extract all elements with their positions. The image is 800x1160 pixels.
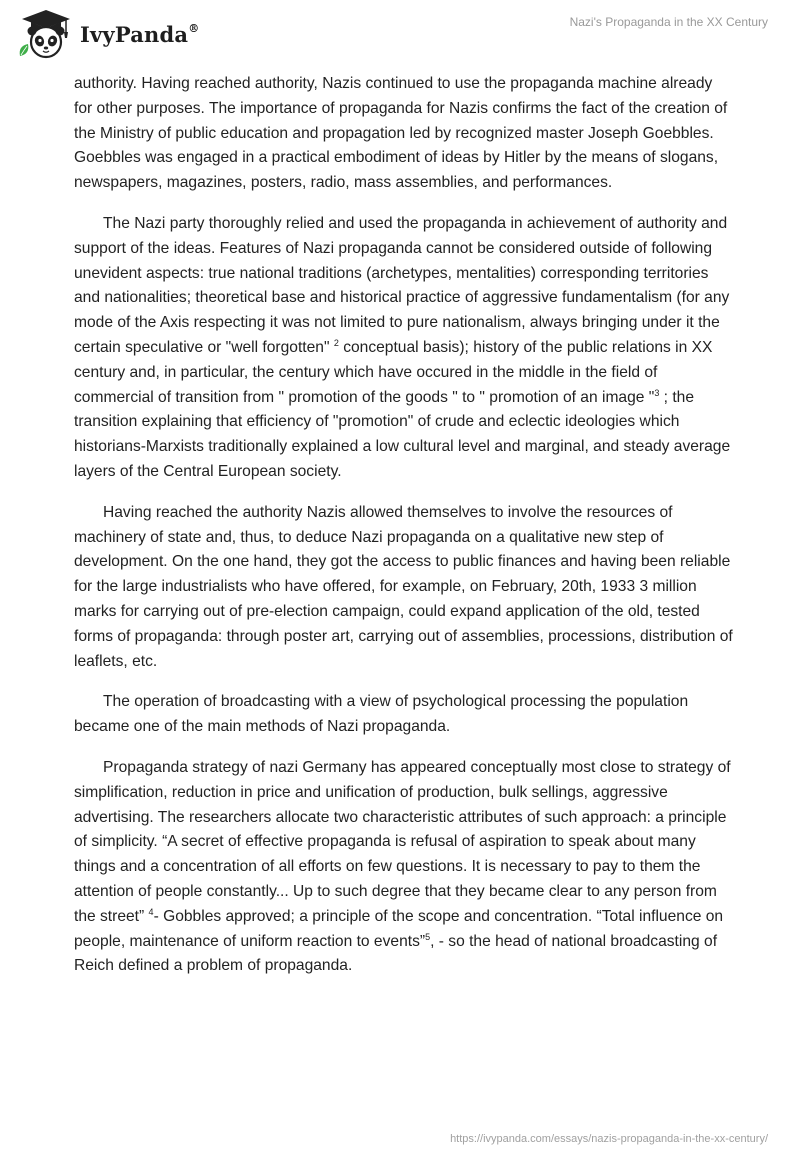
brand-logo[interactable] <box>16 8 199 60</box>
essay-paragraph <box>74 501 734 675</box>
paragraph-text: ; the transition explaining that efficiency of "promotion" of crude and eclectic ideologies which historians-Marxists traditionally explained a low cultural level and marginal, and steady average layers of the Central European society. <box>74 388 731 480</box>
essay-paragraph <box>74 72 734 196</box>
paragraph-text: The Nazi party thoroughly relied and used the propaganda in achievement of authority and support of the ideas. Features of Nazi propaganda cannot be considered outside of following unevident aspects: true national traditions (archetypes, mentalities) corresponding territories and nationalities; theoretical base and historical practice of aggressive fundamentalism (for any mode of the Axis respecting it was not limited to pure nationalism, always bringing under it the certain speculative or "well forgotten" <box>74 214 730 356</box>
paragraph-text: , - so the head of national broadcasting of Reich defined a problem of propaganda. <box>74 932 718 975</box>
paragraph-text: authority. Having reached authority, Nazis continued to use the propaganda machine already for other purposes. The importance of propaganda for Nazis confirms the fact of the creation of the Ministry of public education and propagation led by recognized master Joseph Goebbles. Goebbles was engaged in a practical embodiment of ideas by Hitler by the means of slogans, newspapers, magazines, posters, radio, mass assemblies, and performances. <box>74 75 728 192</box>
footnote-marker: 2 <box>333 337 339 348</box>
essay-body <box>74 72 734 995</box>
panda-graduation-cap-icon <box>16 8 76 60</box>
brand-name: IvyPanda® <box>80 21 200 47</box>
paragraph-text: Having reached the authority Nazis allowed themselves to involve the resources of machinery of state and, thus, to deduce Nazi propaganda on a qualitative new step of development. On the one hand, they got the access to public finances and having been reliable for the large industrialists who have offered, for example, on February, 20th, 1933 3 million marks for carrying out of pre-election campaign, could expand application of the old, tested forms of propaganda: through poster art, carrying out of assemblies, processions, distribution of leaflets, etc. <box>74 503 733 670</box>
essay-paragraph <box>74 690 734 740</box>
essay-paragraph <box>74 212 734 485</box>
footnote-marker: 3 <box>654 387 660 398</box>
essay-paragraph <box>74 756 734 979</box>
paragraph-text: - Gobbles approved; a principle of the scope and concentration. “Total influence on people, maintenance of uniform reaction to events” <box>74 907 724 950</box>
document-title: Nazi's Propaganda in the XX Century <box>569 15 768 29</box>
footnote-marker: 4 <box>148 906 154 917</box>
source-url[interactable]: https://ivypanda.com/essays/nazis-propaganda-in-the-xx-century/ <box>450 1133 768 1145</box>
page-header <box>0 0 800 70</box>
paragraph-text: The operation of broadcasting with a view of psychological processing the population became one of the main methods of Nazi propaganda. <box>74 693 689 736</box>
footnote-marker: 5 <box>425 931 431 942</box>
paragraph-text: Propaganda strategy of nazi Germany has appeared conceptually most close to strategy of simplification, reduction in price and unification of production, bulk sellings, aggressive advertising. The researchers allocate two characteristic attributes of such approach: a principle of simplicity. “A secret of effective propaganda is refusal of aspiration to speak about many things and a concentration of all efforts on few questions. It is necessary to pay to them the attention of people constantly... Up to such degree that they became clear to any person from the street” <box>74 758 731 925</box>
registered-mark: ® <box>188 21 200 35</box>
paragraph-text: conceptual basis); history of the public relations in XX century and, in particular, the century which have occured in the middle in the field of commercial of transition from " promotion of the goods " to " promotion of an image " <box>74 338 713 406</box>
